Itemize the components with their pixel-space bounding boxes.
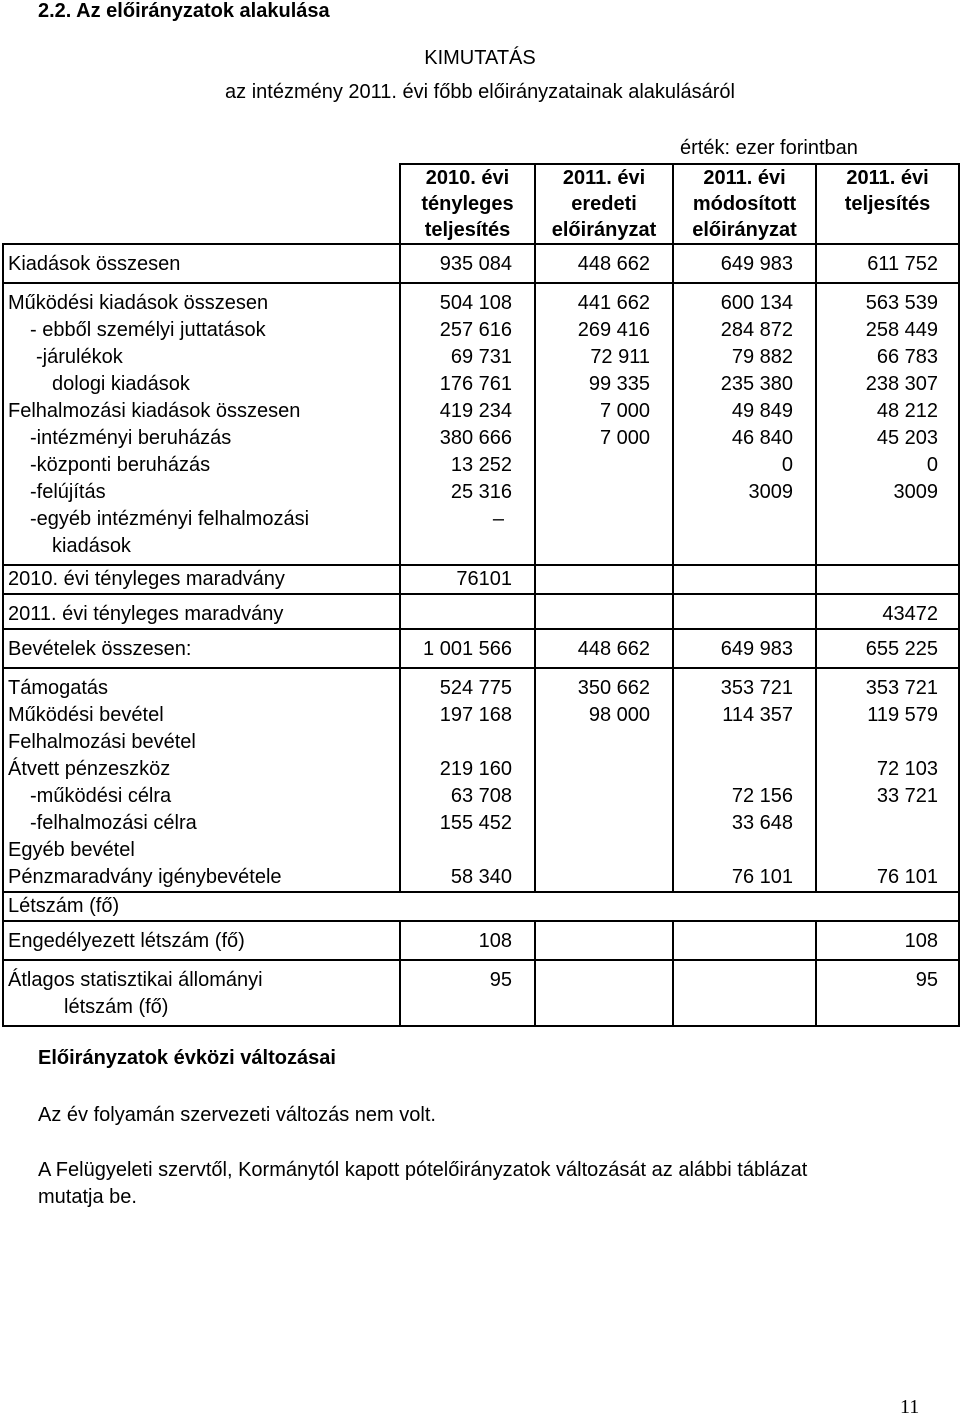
row-label: Átlagos statisztikai állományi létszám (fő): [3, 960, 400, 1026]
report-subtitle: az intézmény 2011. évi főbb előirányzatainak alakulásáról: [225, 81, 735, 103]
col-2011-mod: 353 721 114 357 72 156 33 648 76 101: [673, 668, 816, 892]
header-col-2011-actual: 2011. évi teljesítés: [816, 164, 959, 244]
table-row: [3, 892, 959, 921]
cell: 448 662: [535, 244, 673, 283]
row-label: Kiadások összesen: [3, 244, 400, 283]
cell: [673, 960, 816, 1026]
table-row: [3, 565, 959, 594]
cell: [535, 594, 673, 629]
cell: 935 084: [400, 244, 535, 283]
paragraph-2: A Felügyeleti szervtől, Kormánytól kapott pótelőirányzatok változását az alábbi táblázat mutatja be.: [38, 1159, 808, 1208]
header-col-2010-actual: 2010. évi tényleges teljesítés: [400, 164, 535, 244]
paragraph-1: Az év folyamán szervezeti változás nem volt.: [38, 1104, 436, 1126]
row-labels: Támogatás Működési bevétel Felhalmozási bevétel Átvett pénzeszköz -működési célra -felhalmozási célra Egyéb bevétel Pénzmaradvány igénybevétele: [3, 668, 400, 892]
cell: [400, 594, 535, 629]
col-2010: 504 108 257 616 69 731 176 761 419 234 380 666 13 252 25 316 –: [400, 283, 535, 565]
col-2011-orig: 350 662 98 000: [535, 668, 673, 892]
cell: 649 983: [673, 629, 816, 668]
page-number: 11: [900, 1396, 920, 1418]
cell: 43472: [816, 594, 959, 629]
cell: 95: [816, 960, 959, 1026]
col-2011-act: 353 721 119 579 72 103 33 721 76 101: [816, 668, 959, 892]
header-col-2011-original: 2011. évi eredeti előirányzat: [535, 164, 673, 244]
table-row-group-revenue: [3, 668, 959, 892]
cell: [816, 565, 959, 594]
cell: 76101: [400, 565, 535, 594]
table-row: [3, 594, 959, 629]
row-label: 2011. évi tényleges maradvány: [3, 594, 400, 629]
table-row: [3, 921, 959, 960]
section-title: Előirányzatok évközi változásai: [38, 1047, 336, 1069]
row-label: 2010. évi tényleges maradvány: [3, 565, 400, 594]
cell-empty: [400, 892, 959, 921]
table-row: [3, 960, 959, 1026]
section-heading: 2.2. Az előirányzatok alakulása: [38, 0, 330, 22]
cell: 649 983: [673, 244, 816, 283]
col-2011-act: 563 539 258 449 66 783 238 307 48 212 45 203 0 3009: [816, 283, 959, 565]
cell: [535, 565, 673, 594]
col-2010: 524 775 197 168 219 160 63 708 155 452 58 340: [400, 668, 535, 892]
unit-note: érték: ezer forintban: [680, 137, 858, 159]
cell: 1 001 566: [400, 629, 535, 668]
cell: [673, 565, 816, 594]
row-label: Engedélyezett létszám (fő): [3, 921, 400, 960]
table-row: [3, 629, 959, 668]
cell: 95: [400, 960, 535, 1026]
col-2011-mod: 600 134 284 872 79 882 235 380 49 849 46 840 0 3009: [673, 283, 816, 565]
cell: [673, 921, 816, 960]
row-labels: Működési kiadások összesen - ebből személyi juttatások -járulékok dologi kiadások Felhalmozási kiadások összesen -intézményi beruházás -központi beruházás -felújítás -egyéb intézményi felhalmozási kiadások: [3, 283, 400, 565]
cell: 108: [400, 921, 535, 960]
cell: [535, 960, 673, 1026]
cell: [535, 921, 673, 960]
cell: 611 752: [816, 244, 959, 283]
table-row: [3, 244, 959, 283]
cell: [673, 594, 816, 629]
row-label: Bevételek összesen:: [3, 629, 400, 668]
row-label: Létszám (fő): [3, 892, 400, 921]
header-col-2011-modified: 2011. évi módosított előirányzat: [673, 164, 816, 244]
cell: 448 662: [535, 629, 673, 668]
col-2011-orig: 441 662 269 416 72 911 99 335 7 000 7 000: [535, 283, 673, 565]
budget-table: [2, 163, 960, 1027]
report-title: KIMUTATÁS: [424, 47, 536, 69]
header-empty: [3, 164, 400, 244]
table-row-group-expenses: [3, 283, 959, 565]
table-header-row: [3, 164, 959, 244]
cell: 655 225: [816, 629, 959, 668]
cell: 108: [816, 921, 959, 960]
